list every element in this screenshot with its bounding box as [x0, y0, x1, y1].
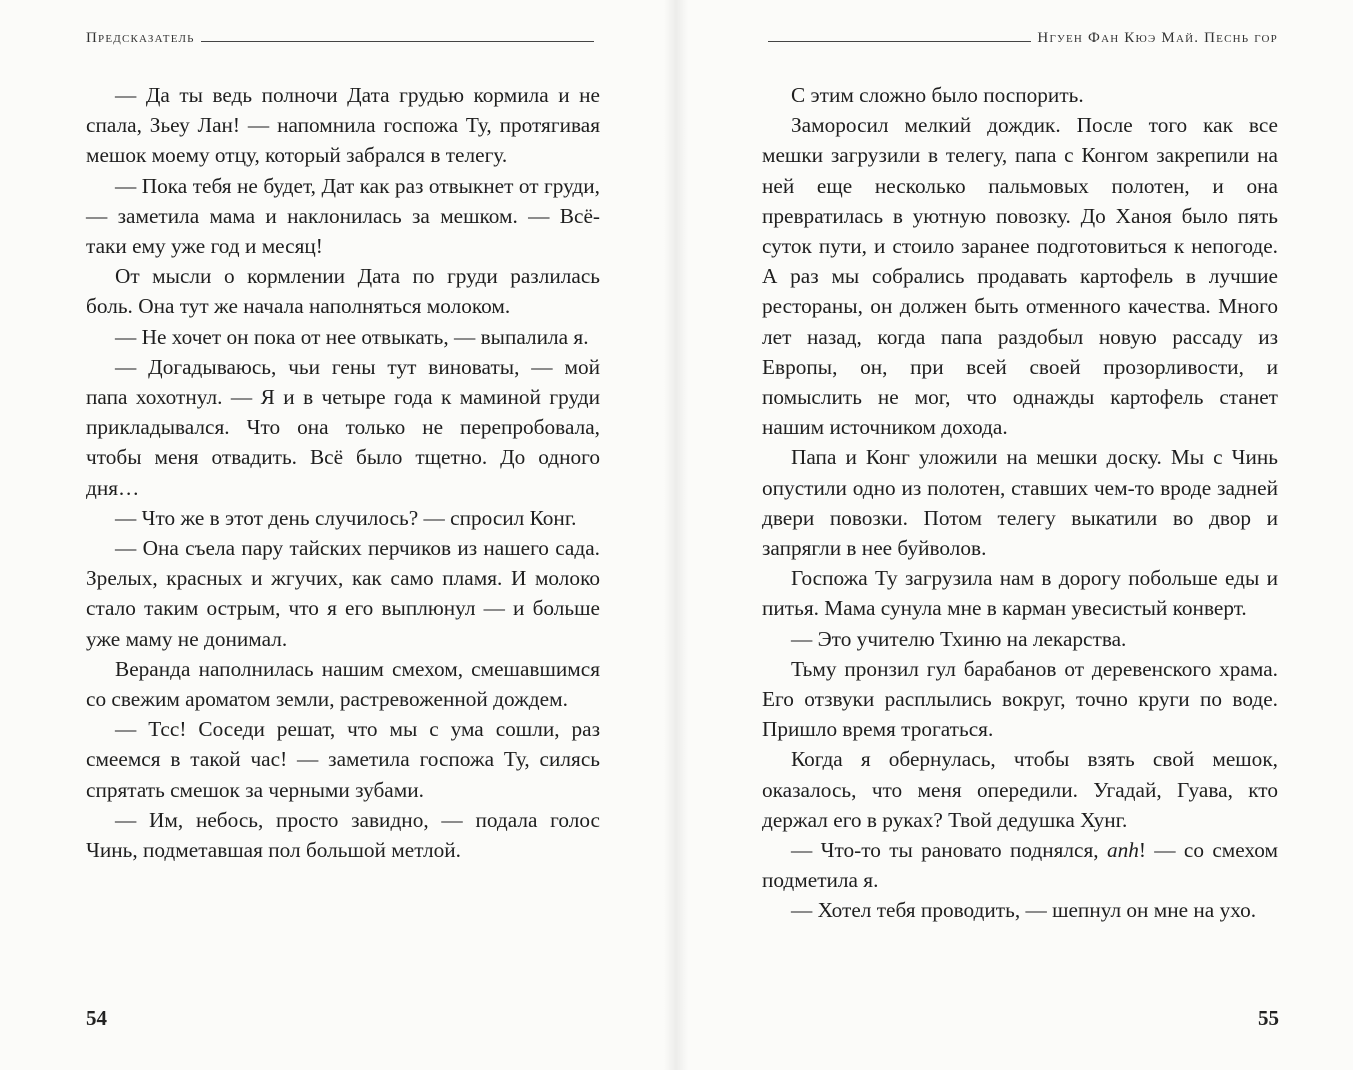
paragraph: От мысли о кормлении Дата по груди разлилась боль. Она тут же начала наполняться молоком.	[86, 264, 600, 319]
right-page	[676, 0, 1353, 1070]
page-number-right: 55	[1258, 1006, 1279, 1030]
paragraph: Когда я обернулась, чтобы взять свой мешок, оказалось, что меня опередили. Угадай, Гуава, кто держал его в руках? Твой дедушка Хунг.	[762, 747, 1278, 832]
paragraph: — Пока тебя не будет, Дат как раз отвыкнет от груди, — заметила мама и наклонилась за мешком. — Всё-таки ему уже год и месяц!	[86, 173, 600, 259]
header-rule	[768, 41, 1031, 42]
left-page	[0, 0, 676, 1070]
paragraph: Госпожа Ту загрузила нам в дорогу побольше еды и питья. Мама сунула мне в карман увесистый конверт.	[762, 566, 1278, 621]
paragraph: — Это учителю Тхиню на лекарства.	[791, 626, 1127, 651]
paragraph: — Тсс! Соседи решат, что мы с ума сошли, раз смеемся в такой час! — заметила госпожа Ту, силясь спрятать смешок за черными зубами.	[86, 717, 600, 802]
paragraph: — Не хочет он пока от нее отвыкать, — выпалила я.	[115, 324, 589, 349]
paragraph: — Да ты ведь полночи Дата грудью кормила и не спала, Зьеу Лан! — напомнила госпожа Ту, протягивая мешок моему отцу, который забрался в телегу.	[86, 83, 600, 168]
paragraph: Папа и Конг уложили на мешки доску. Мы с Чинь опустили одно из полотен, ставших чем-то вроде задней двери повозки. Потом телегу выкатили во двор и запрягли в нее буйволов.	[762, 445, 1278, 561]
right-page-text	[762, 80, 1278, 926]
paragraph: Тьму пронзил гул барабанов от деревенского храма. Его отзвуки расплылись вокруг, точно круги по воде. Пришло время трогаться.	[762, 656, 1278, 742]
running-head-right	[762, 30, 1278, 47]
header-rule	[201, 41, 594, 42]
dialogue-text: — Что-то ты рановато поднялся,	[791, 838, 1107, 863]
paragraph: — Она съела пару тайских перчиков из нашего сада. Зрелых, красных и жгучих, как само пламя. И молоко стало таким острым, что я его выплюнул — и больше уже маму не донимал.	[86, 536, 600, 651]
foreign-word: anh	[1106, 838, 1139, 863]
book-author-title: Нгуен Фан Кюэ Май. Песнь гор	[1037, 30, 1278, 46]
paragraph: Веранда наполнилась нашим смехом, смешавшимся со свежим ароматом земли, растревоженной дождем.	[86, 656, 600, 712]
running-head-left	[86, 30, 600, 47]
dialogue-text: ! — со смехом подметила я.	[762, 838, 1278, 893]
book-section-title: Предсказатель	[86, 30, 195, 46]
paragraph	[762, 835, 1278, 895]
paragraph: — Им, небось, просто завидно, — подала голос Чинь, подметавшая пол большой метлой.	[86, 807, 600, 863]
paragraph: — Что же в этот день случилось? — спросил Конг.	[115, 505, 577, 530]
paragraph: С этим сложно было поспорить.	[791, 83, 1084, 107]
page-number-left: 54	[86, 1006, 107, 1030]
paragraph: Заморосил мелкий дождик. После того как все мешки загрузили в телегу, папа с Конгом закрепили на ней еще несколько пальмовых полотен, и она превратилась в уютную повозку. До Ханоя было пять суток пути, и стоило заранее подготовиться к непогоде. А раз мы собрались продавать картофель в лучшие рестораны, он должен быть отменного качества. Много лет назад, когда папа раздобыл новую рассаду из Европы, он, при всей своей прозорливости, и помыслить не мог, что однажды картофель станет нашим источником дохода.	[762, 113, 1278, 440]
left-page-text	[86, 80, 600, 865]
paragraph: — Догадываюсь, чьи гены тут виноваты, — мой папа хохотнул. — Я и в четыре года к маминой груди прикладывался. Что она только не перепробовала, чтобы меня отвадить. Всё было тщетно. До одного дня…	[86, 354, 600, 500]
paragraph: — Хотел тебя проводить, — шепнул он мне на ухо.	[791, 898, 1257, 923]
